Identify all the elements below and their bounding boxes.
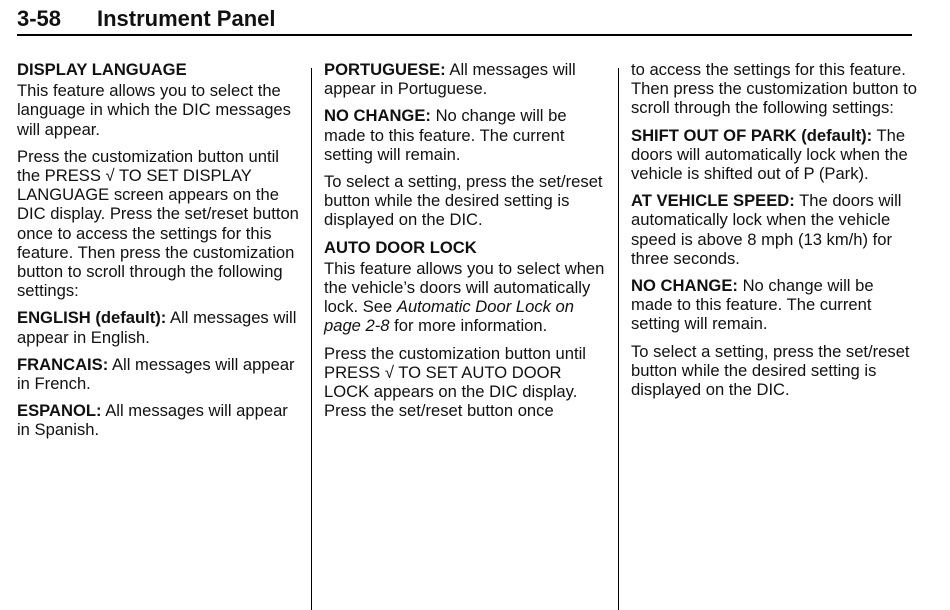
option-label: NO CHANGE: (324, 106, 431, 126)
column-divider (311, 68, 312, 610)
setting-option (324, 60, 610, 98)
setting-option (324, 106, 610, 164)
option-text: The doors will automatically lock when the vehicle is shifted out of P (Park). (631, 125, 908, 184)
option-label: FRANCAIS: (17, 354, 109, 374)
column-1 (17, 60, 303, 448)
setting-option (17, 401, 303, 439)
page-number: 3-58 (17, 6, 62, 31)
option-text: All messages will appear in Spanish. (17, 401, 288, 440)
option-label: ESPANOL: (17, 401, 102, 421)
option-text: All messages will appear in English. (17, 308, 297, 347)
option-text: No change will be made to this feature. The current setting will remain. (631, 276, 874, 334)
paragraph: to access the settings for this feature. Then press the customization button to scroll through the following settings: (631, 60, 917, 118)
paragraph: Press the customization button until PRESS √ TO SET AUTO DOOR LOCK appears on the DIC display. Press the set/reset button once (324, 343, 586, 421)
option-label: NO CHANGE: (631, 276, 738, 296)
setting-option (17, 355, 303, 393)
option-label: AT VEHICLE SPEED: (631, 191, 795, 211)
option-label: SHIFT OUT OF PARK (default): (631, 125, 873, 145)
option-text: All messages will appear in French. (17, 354, 295, 394)
section-heading-auto-door-lock: AUTO DOOR LOCK (324, 237, 477, 257)
paragraph: This feature allows you to select the language in which the DIC messages will appear. (17, 81, 291, 139)
intro-text: for more information. (394, 316, 548, 336)
paragraph: To select a setting, press the set/reset button while the desired setting is displayed on the DIC. (631, 341, 910, 400)
section-title: Instrument Panel (97, 6, 276, 31)
paragraph (324, 259, 610, 336)
setting-option (631, 126, 917, 184)
setting-option (631, 276, 917, 334)
column-2 (324, 60, 610, 428)
option-label: ENGLISH (default): (17, 308, 167, 328)
option-label: PORTUGUESE: (324, 60, 446, 79)
column-3 (631, 60, 917, 407)
page-header (17, 6, 912, 36)
intro-text: This feature allows you to select when the vehicle’s doors will automatically lock. See (324, 258, 605, 317)
setting-option (17, 308, 303, 346)
setting-option (631, 191, 917, 268)
section-heading-display-language: DISPLAY LANGUAGE (17, 60, 187, 79)
option-text: All messages will appear in Portuguese. (324, 60, 576, 99)
option-text: The doors will automatically lock when the vehicle speed is above 8 mph (13 km/h) for three seconds. (631, 191, 902, 268)
column-divider (618, 68, 619, 610)
cross-reference-link[interactable]: Automatic Door Lock on page 2-8 (324, 297, 574, 336)
option-text: No change will be made to this feature. The current setting will remain. (324, 106, 567, 164)
paragraph: To select a setting, press the set/reset button while the desired setting is displayed on the DIC. (324, 172, 603, 230)
paragraph: Press the customization button until the PRESS √ TO SET DISPLAY LANGUAGE screen appears on the DIC display. Press the set/reset button once to access the settings for this feature. Then press the customization button to scroll through the following settings: (17, 146, 299, 301)
